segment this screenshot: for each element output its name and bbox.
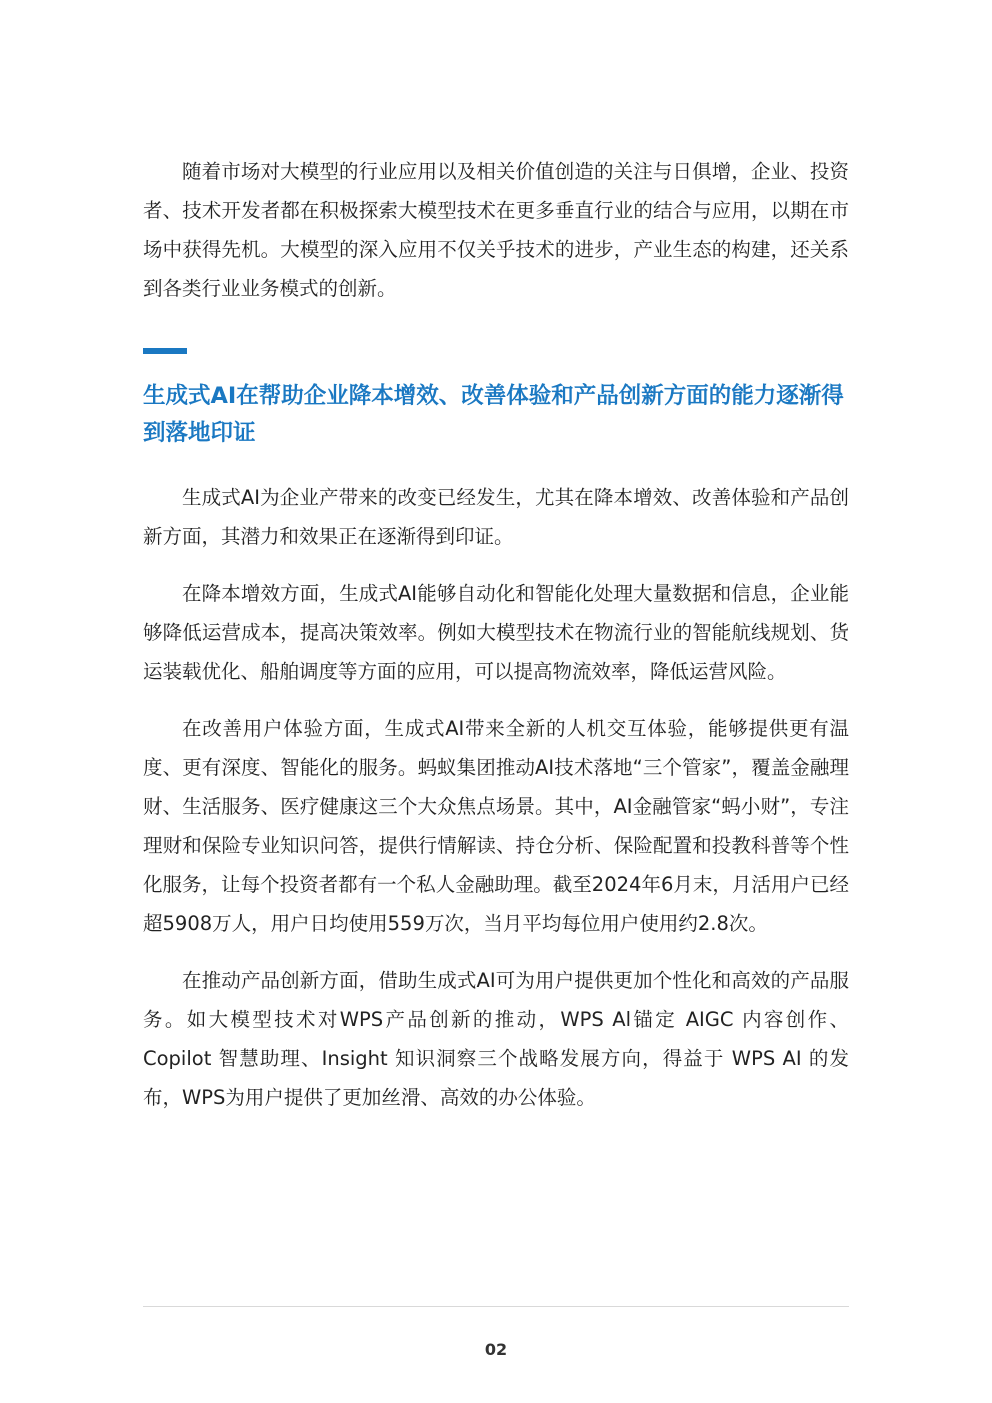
footer-divider xyxy=(143,1306,849,1307)
section-heading: 生成式AI在帮助企业降本增效、改善体验和产品创新方面的能力逐渐得到落地印证 xyxy=(143,383,844,446)
body-paragraph: 在改善用户体验方面，生成式AI带来全新的人机交互体验，能够提供更有温度、更有深度、智能化的服务。蚂蚁集团推动AI技术落地“三个管家”，覆盖金融理财、生活服务、医疗健康这三个大众焦点场景。其中，AI金融管家“蚂小财”，专注理财和保险专业知识问答，提供行情解读、持仓分析、保险配置和投教科普等个性化服务，让每个投资者都有一个私人金融助理。截至2024年6月末，月活用户已经超5908万人，用户日均使用559万次，当月平均每位用户使用约2.8次。 xyxy=(143,717,849,935)
page-number: 02 xyxy=(484,1340,508,1359)
body-paragraph: 在推动产品创新方面，借助生成式AI可为用户提供更加个性化和高效的产品服务。如大模型技术对WPS产品创新的推动，WPS Al锚定 AIGC 内容创作、Copilot 智慧助理、Insight 知识洞察三个战略发展方向，得益于 WPS AI 的发布，WPS为用户提供了更加丝滑、高效的办公体验。 xyxy=(143,969,849,1109)
body-paragraph: 在降本增效方面，生成式AI能够自动化和智能化处理大量数据和信息，企业能够降低运营成本，提高决策效率。例如大模型技术在物流行业的智能航线规划、货运装载优化、船舶调度等方面的应用，可以提高物流效率，降低运营风险。 xyxy=(143,582,849,683)
page-content xyxy=(143,152,849,1117)
body-paragraph: 生成式AI为企业产带来的改变已经发生，尤其在降本增效、改善体验和产品创新方面，其潜力和效果正在逐渐得到印证。 xyxy=(143,486,849,548)
section-accent-bar xyxy=(143,348,187,354)
intro-paragraph: 随着市场对大模型的行业应用以及相关价值创造的关注与日俱增，企业、投资者、技术开发者都在积极探索大模型技术在更多垂直行业的结合与应用，以期在市场中获得先机。大模型的深入应用不仅关乎技术的进步，产业生态的构建，还关系到各类行业业务模式的创新。 xyxy=(143,160,849,300)
